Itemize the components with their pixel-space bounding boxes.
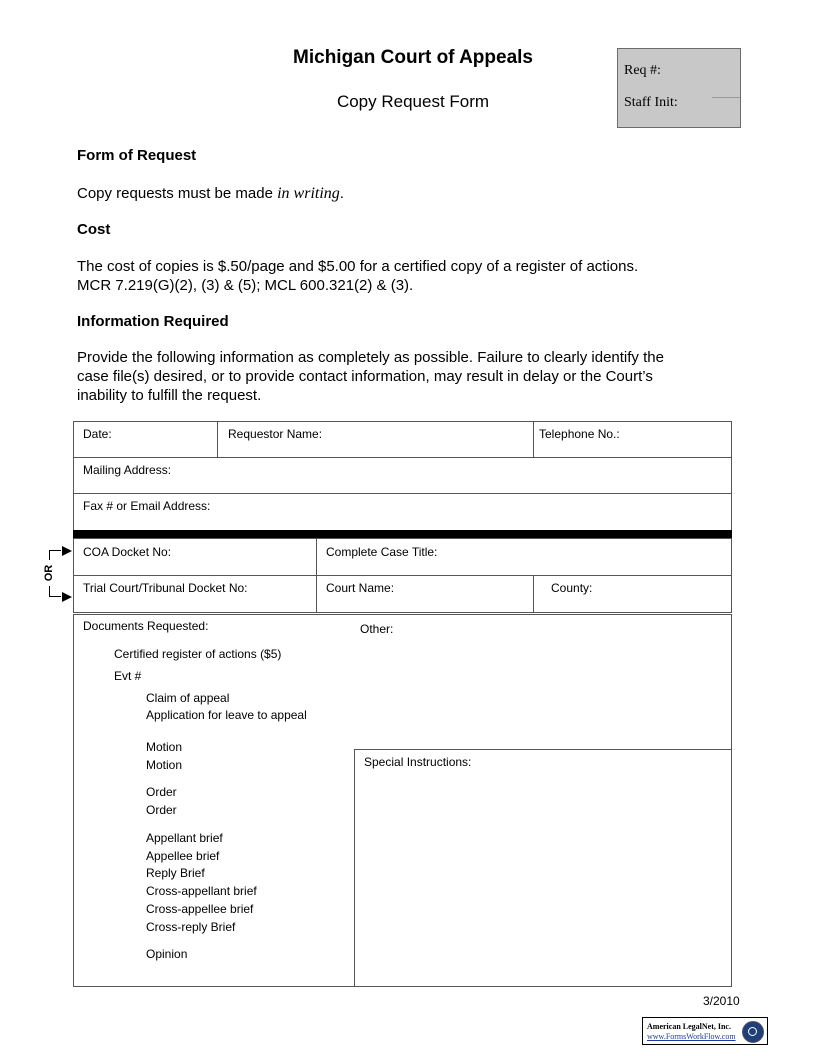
doc-option-appellant[interactable]: Appellant brief [146,831,223,845]
arrow-right-icon [62,546,72,556]
date-field[interactable]: Date: [83,427,112,441]
special-instructions-box[interactable] [354,749,732,987]
form-of-request-text [77,184,727,203]
info-line-3: inability to fulfill the request. [77,387,262,404]
logo-company: American LegalNet, Inc. [647,1022,731,1031]
col-divider-2 [533,421,534,458]
globe-icon [742,1021,764,1043]
page-title: Michigan Court of Appeals [293,47,533,68]
logo-website: www.FormsWorkFlow.com [647,1032,736,1041]
information-required-text [77,348,737,405]
col-divider-1 [217,421,218,458]
staff-initials-line [712,97,740,98]
case-col-divider-1 [316,538,317,613]
telephone-field[interactable]: Telephone No.: [539,427,620,441]
cost-heading: Cost [77,221,111,238]
doc-option-cross-reply[interactable]: Cross-reply Brief [146,920,236,934]
doc-option-application[interactable]: Application for leave to appeal [146,708,307,722]
form-text-suffix: . [339,185,344,202]
cost-line-1: The cost of copies is $.50/page and $5.00 for a certified copy of a register of actions. [77,258,639,275]
trial-docket-field[interactable]: Trial Court/Tribunal Docket No: [83,581,248,595]
form-text-prefix: Copy requests must be made [77,185,278,202]
county-field[interactable]: County: [551,581,593,595]
mailing-address-field[interactable]: Mailing Address: [83,463,172,477]
row-divider-2 [73,493,732,494]
other-field[interactable]: Other: [360,622,394,636]
case-row-divider [73,575,732,576]
row-divider-1 [73,457,732,458]
staff-use-box [617,48,741,128]
doc-option-order[interactable]: Order [146,803,177,817]
arrow-right-icon [62,592,72,602]
doc-option-opinion[interactable]: Opinion [146,947,188,961]
doc-option-certified[interactable]: Certified register of actions ($5) [114,647,282,661]
doc-option-order[interactable]: Order [146,785,177,799]
form-of-request-heading: Form of Request [77,147,197,164]
court-name-field[interactable]: Court Name: [326,581,395,595]
doc-option-motion[interactable]: Motion [146,758,183,772]
revision-date: 3/2010 [703,994,740,1008]
doc-option-cross-appellant[interactable]: Cross-appellant brief [146,884,257,898]
info-line-1: Provide the following information as completely as possible. Failure to clearly identify the [77,349,664,366]
or-bracket-bottom [49,596,61,597]
page-subtitle: Copy Request Form [336,92,490,111]
doc-option-reply[interactable]: Reply Brief [146,866,205,880]
doc-option-cross-appellee[interactable]: Cross-appellee brief [146,902,254,916]
doc-option-appellee[interactable]: Appellee brief [146,849,220,863]
cost-line-2: MCR 7.219(G)(2), (3) & (5); MCL 600.321(2) & (3). [77,277,414,294]
cost-text [77,257,727,295]
requestor-name-field[interactable]: Requestor Name: [228,427,323,441]
doc-option-motion[interactable]: Motion [146,740,183,754]
coa-docket-field[interactable]: COA Docket No: [83,545,172,559]
staff-initials-label: Staff Init: [624,95,678,110]
contact-info-table [73,421,732,531]
info-line-2: case file(s) desired, or to provide contact information, may result in delay or the Court’s [77,368,653,385]
case-col-divider-2 [533,575,534,613]
or-bracket-top [49,550,61,551]
publisher-logo [642,1017,768,1045]
doc-option-evt[interactable]: Evt # [114,669,142,683]
information-required-heading: Information Required [77,313,229,330]
req-number-label: Req #: [624,63,661,78]
documents-requested-label: Documents Requested: [83,619,209,633]
case-title-field[interactable]: Complete Case Title: [326,545,438,559]
form-text-emphasis: in writing [277,185,340,202]
special-instructions-label: Special Instructions: [364,755,472,769]
doc-option-claim[interactable]: Claim of appeal [146,691,230,705]
fax-email-field[interactable]: Fax # or Email Address: [83,499,211,513]
or-label: OR [42,560,56,586]
